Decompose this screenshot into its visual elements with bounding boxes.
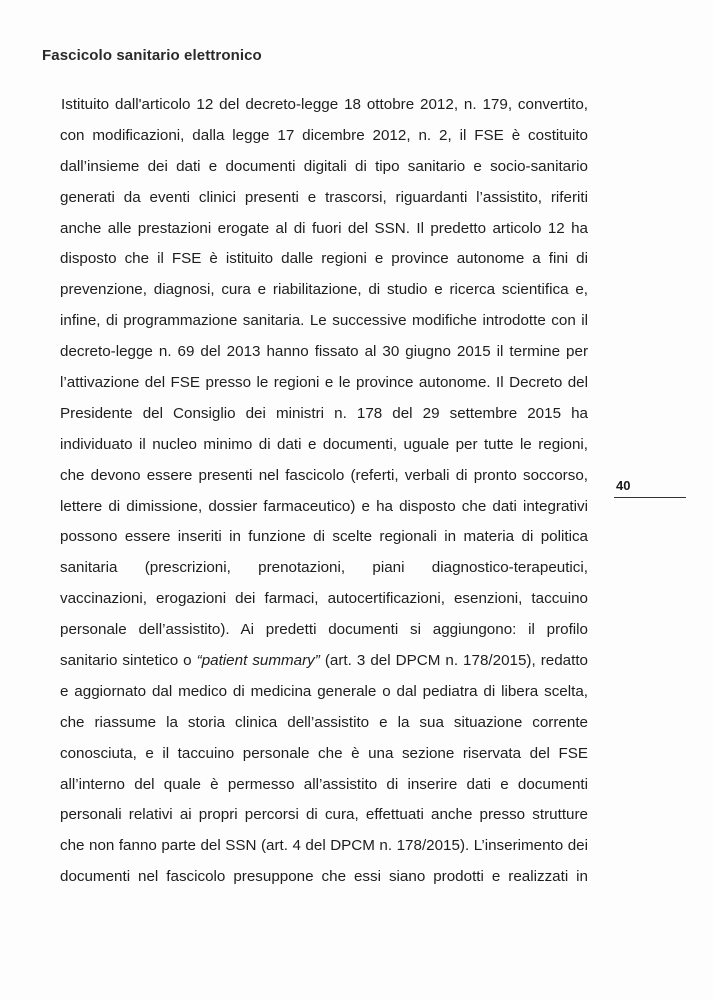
paragraph-line: Istituito dall'articolo 12 del decreto-legge 18 ottobre 2012, n. 179, convertito, (61, 96, 588, 113)
paragraph-line: infine, di programmazione sanitaria. Le successive modifiche introdotte con il (60, 312, 588, 330)
paragraph-line: vaccinazioni, erogazioni dei farmaci, autocertificazioni, esenzioni, taccuino (60, 590, 588, 608)
page-number: 40 (616, 478, 631, 493)
paragraph-line: Presidente del Consiglio dei ministri n. 178 del 29 settembre 2015 ha (60, 404, 588, 422)
paragraph-line: sanitaria (prescrizioni, prenotazioni, piani diagnostico-terapeutici, (60, 559, 588, 577)
body-paragraph (60, 90, 588, 893)
paragraph-line: possono essere inseriti in funzione di scelte regionali in materia di politica (60, 528, 588, 546)
paragraph-line: disposto che il FSE è istituito dalle regioni e province autonome a fini di (60, 250, 588, 268)
paragraph-line: decreto-legge n. 69 del 2013 hanno fissato al 30 giugno 2015 il termine per (60, 343, 588, 361)
paragraph-line: dall’insieme dei dati e documenti digitali di tipo sanitario e socio-sanitario (60, 157, 588, 175)
section-title: Fascicolo sanitario elettronico (42, 47, 262, 64)
paragraph-line: anche alle prestazioni erogate al di fuori del SSN. Il predetto articolo 12 ha (60, 219, 588, 237)
paragraph-line: sanitario sintetico o “patient summary” (art. 3 del DPCM n. 178/2015), redatto (60, 652, 588, 670)
paragraph-line: all’interno del quale è permesso all’assistito di inserire dati e documenti (60, 775, 588, 793)
paragraph-line: individuato il nucleo minimo di dati e documenti, uguale per tutte le regioni, (60, 435, 588, 453)
paragraph-line: che devono essere presenti nel fascicolo (referti, verbali di pronto soccorso, (60, 466, 588, 484)
paragraph-line: prevenzione, diagnosi, cura e riabilitazione, di studio e ricerca scientifica e, (60, 281, 588, 299)
margin-rule (614, 497, 686, 498)
paragraph-line: conosciuta, e il taccuino personale che è una sezione riservata del FSE (60, 744, 588, 762)
margin-note (614, 478, 686, 498)
paragraph-line: che riassume la storia clinica dell’assistito e la sua situazione corrente (60, 713, 588, 731)
emphasis-term: “patient summary” (196, 652, 320, 670)
paragraph-line: che non fanno parte del SSN (art. 4 del DPCM n. 178/2015). L’inserimento dei (60, 837, 588, 855)
paragraph-line: personale dell’assistito). Ai predetti documenti si aggiungono: il profilo (60, 621, 588, 639)
paragraph-line: l’attivazione del FSE presso le regioni e le province autonome. Il Decreto del (60, 374, 588, 392)
paragraph-line: e aggiornato dal medico di medicina generale o dal pediatra di libera scelta, (60, 682, 588, 700)
paragraph-line: con modificazioni, dalla legge 17 dicembre 2012, n. 2, il FSE è costituito (60, 126, 588, 144)
paragraph-line: documenti nel fascicolo presuppone che essi siano prodotti e realizzati in (60, 868, 588, 886)
paragraph-line: generati da eventi clinici presenti e trascorsi, riguardanti l’assistito, riferiti (60, 188, 588, 206)
paragraph-line: personali relativi ai propri percorsi di cura, effettuati anche presso strutture (60, 806, 588, 824)
paragraph-line: lettere di dimissione, dossier farmaceutico) e ha disposto che dati integrativi (60, 497, 588, 515)
